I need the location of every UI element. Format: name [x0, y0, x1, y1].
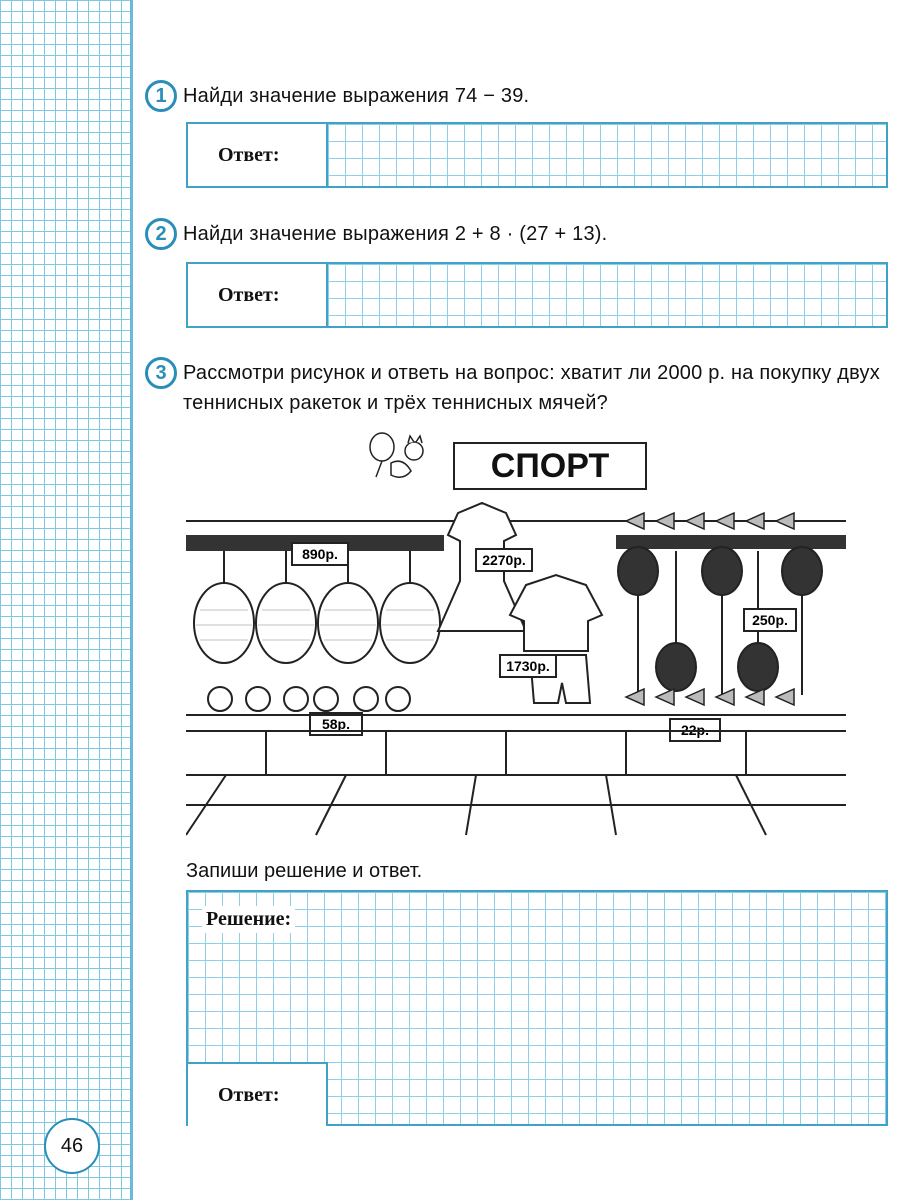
answer-box-1[interactable] [186, 122, 888, 188]
task-1 [145, 80, 833, 112]
price-tag-suit [500, 655, 556, 677]
task-2 [145, 218, 833, 250]
tennis-rackets [194, 551, 440, 663]
shop-sign-text: СПОРТ [490, 447, 610, 485]
svg-text:58р.: 58р. [321, 716, 351, 732]
sport-suit-icon [510, 575, 602, 703]
cat-icon [370, 433, 423, 477]
task-text: Рассмотри рисунок и ответь на вопрос: хватит ли 2000 р. на покупку двух теннисных ракеток и трёх теннисных мячей? [183, 362, 880, 414]
solution-label: Решение: [202, 906, 295, 933]
svg-text:1730р.: 1730р. [506, 658, 550, 674]
solution-answer-label: Ответ: [188, 1062, 328, 1126]
answer-label: Ответ: [188, 124, 328, 186]
margin-line [130, 0, 133, 1200]
svg-text:22р.: 22р. [680, 722, 710, 738]
task-number-badge: 1 [145, 80, 177, 112]
tennis-balls [208, 687, 410, 711]
shop-sign [454, 443, 646, 489]
svg-text:250р.: 250р. [752, 612, 788, 628]
shop-counter [186, 715, 846, 835]
answer-box-2[interactable] [186, 262, 888, 328]
price-tag-rackets [292, 543, 348, 565]
answer-grid[interactable] [328, 264, 886, 326]
task-text: Найди значение выражения 74 − 39. [183, 85, 530, 107]
write-prompt: Запиши решение и ответ. [186, 860, 423, 882]
margin-grid [0, 0, 132, 1200]
svg-text:2270р.: 2270р. [482, 552, 526, 568]
sports-shop-illustration [186, 425, 846, 845]
svg-text:890р.: 890р. [302, 546, 338, 562]
price-tag-dress [476, 549, 532, 571]
page-number: 46 [44, 1118, 100, 1174]
shuttlecocks-bottom [626, 689, 794, 705]
task-text: Найди значение выражения 2 + 8 · (27 + 13). [183, 223, 608, 245]
solution-box[interactable] [186, 890, 888, 1126]
answer-label: Ответ: [188, 264, 328, 326]
task-number-badge: 2 [145, 218, 177, 250]
task-number-badge: 3 [145, 357, 177, 389]
task-3 [145, 357, 883, 418]
price-tag-badminton [744, 609, 796, 631]
answer-grid[interactable] [328, 124, 886, 186]
